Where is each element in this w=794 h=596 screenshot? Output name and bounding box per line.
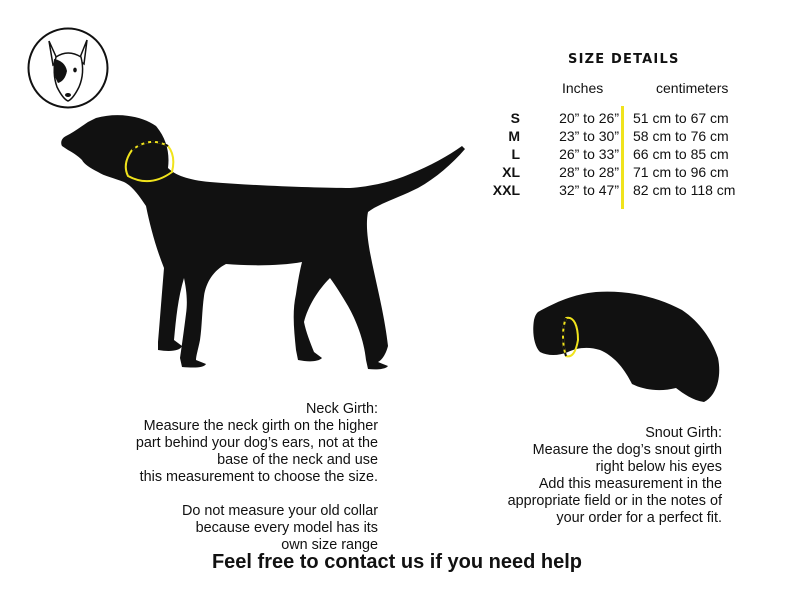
neck-line: this measurement to choose the size.	[139, 469, 378, 485]
neck-note-line: because every model has its	[195, 520, 378, 536]
column-header-inches: Inches	[562, 80, 604, 96]
snout-line: appropriate field or in the notes of	[507, 493, 722, 509]
cm-range: 71 cm to 96 cm	[633, 164, 729, 180]
neck-note-line: Do not measure your old collar	[182, 503, 378, 519]
dog-head-silhouette-icon	[533, 292, 719, 402]
cm-range: 58 cm to 76 cm	[633, 128, 729, 144]
neck-note-line: own size range	[281, 537, 378, 553]
column-header-centimeters: centimeters	[656, 80, 729, 96]
neck-girth-heading: Neck Girth:	[306, 401, 378, 417]
inches-range: 23” to 30”	[559, 128, 619, 144]
snout-line: your order for a perfect fit.	[556, 510, 722, 526]
snout-line: Measure the dog’s snout girth	[532, 442, 722, 458]
neck-girth-instructions	[48, 401, 378, 554]
cm-range: 66 cm to 85 cm	[633, 146, 729, 162]
neck-line: base of the neck and use	[217, 452, 378, 468]
snout-girth-instructions	[422, 425, 722, 527]
size-label: L	[511, 146, 520, 162]
inches-range: 28” to 28”	[559, 164, 619, 180]
size-details-title: SIZE DETAILS	[568, 52, 680, 67]
snout-girth-heading: Snout Girth:	[645, 425, 722, 441]
snout-line: right below his eyes	[595, 459, 722, 475]
cm-range: 82 cm to 118 cm	[633, 182, 736, 198]
dog-silhouette-icon	[61, 115, 465, 369]
contact-footer: Feel free to contact us if you need help	[211, 551, 583, 573]
inches-range: 26” to 33”	[559, 146, 619, 162]
neck-line: Measure the neck girth on the higher	[143, 418, 378, 434]
snout-line: Add this measurement in the	[538, 476, 722, 492]
cm-range: 51 cm to 67 cm	[633, 110, 729, 126]
size-label: S	[510, 110, 520, 126]
inches-range: 32” to 47”	[559, 182, 619, 198]
size-label: M	[508, 128, 520, 144]
neck-line: part behind your dog’s ears, not at the	[135, 435, 378, 451]
size-label: XXL	[492, 182, 520, 198]
inches-range: 20” to 26”	[559, 110, 619, 126]
size-label: XL	[502, 164, 520, 180]
